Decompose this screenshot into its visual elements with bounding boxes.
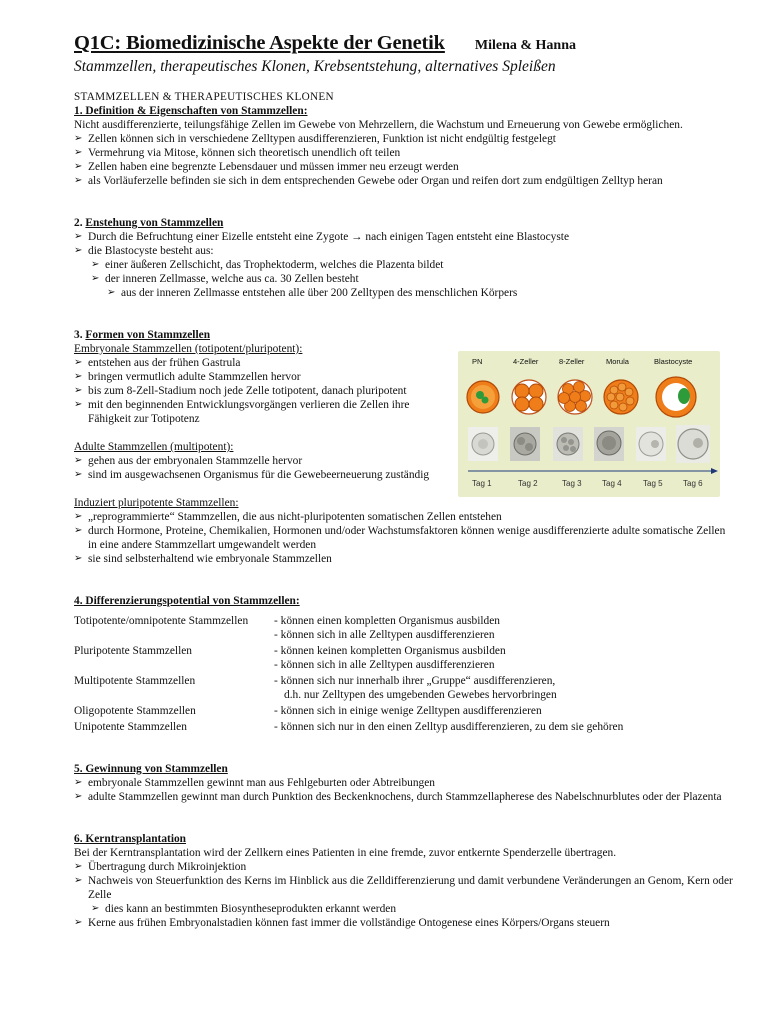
term: Totipotente/omnipotente Stammzellen xyxy=(74,615,249,627)
embryo-illustrations xyxy=(458,371,720,427)
list-item: ➢ Übertragung durch Mikroinjektion xyxy=(74,860,734,874)
figure-label-8-zeller: 8-Zeller xyxy=(559,357,585,366)
section-2-title: Enstehung von Stammzellen xyxy=(85,217,224,229)
section-4-heading: 4. Differenzierungspotential von Stammzellen: xyxy=(74,595,300,607)
list-item: ➢ embryonale Stammzellen gewinnt man aus Fehlgeburten oder Abtreibungen xyxy=(74,776,734,790)
definition: - können sich nur in den einen Zelltyp ausdifferenzieren, zu dem sie gehören xyxy=(274,721,624,733)
micrograph-tag-3 xyxy=(553,427,583,461)
list-item: ➢ sie sind selbsterhaltend wie embryonale Stammzellen xyxy=(74,552,734,566)
adult-title: Adulte Stammzellen (multipotent): xyxy=(74,441,234,453)
table-row xyxy=(74,704,734,718)
figure-label-4-zeller: 4-Zeller xyxy=(513,357,539,366)
list-item: ➢ dies kann an bestimmten Biosyntheseprodukten erkannt werden xyxy=(91,902,734,916)
day-label: Tag 3 xyxy=(562,479,582,488)
day-label: Tag 5 xyxy=(643,479,663,488)
list-item: ➢ bis zum 8-Zell-Stadium noch jede Zelle totipotent, danach pluripotent xyxy=(74,384,454,398)
list-item: ➢ Zellen können sich in verschiedene Zelltypen ausdifferenzieren, Funktion ist nicht endgültig festgelegt xyxy=(74,132,734,146)
definition: - können einen kompletten Organismus ausbilden xyxy=(274,615,500,627)
definition: - können sich in alle Zelltypen ausdifferenzieren xyxy=(274,659,495,671)
list-item: ➢ bringen vermutlich adulte Stammzellen hervor xyxy=(74,370,454,384)
micrograph-row xyxy=(458,423,720,465)
page-subtitle: Stammzellen, therapeutisches Klonen, Krebsentstehung, alternatives Spleißen xyxy=(74,58,556,75)
section-5-heading: 5. Gewinnung von Stammzellen xyxy=(74,763,228,775)
8-zeller-embryo xyxy=(558,380,592,414)
list-item: ➢ einer äußeren Zellschicht, das Trophektoderm, welches die Plazenta bildet xyxy=(91,258,734,272)
list-item: ➢ aus der inneren Zellmasse entstehen alle über 200 Zelltypen des menschlichen Körpers xyxy=(107,286,734,300)
micrograph-tag-1 xyxy=(468,427,498,461)
embryonal-title: Embryonale Stammzellen (totipotent/pluripotent): xyxy=(74,343,303,355)
list-item: ➢ mit den beginnenden Entwicklungsvorgängen verlieren die Zellen ihre Fähigkeit zur Totipotenz xyxy=(74,398,454,426)
list-item: ➢ „reprogrammierte“ Stammzellen, die aus nicht-pluripotenten somatischen Zellen entstehen xyxy=(74,510,734,524)
day-label: Tag 4 xyxy=(602,479,622,488)
blastocyste-embryo xyxy=(656,377,696,417)
embryo-development-figure xyxy=(458,351,720,497)
term: Pluripotente Stammzellen xyxy=(74,645,192,657)
list-item: ➢ als Vorläuferzelle befinden sie sich in dem entsprechenden Gewebe oder Organ und reifen dort zum endgültigen Zelltyp heran xyxy=(74,174,734,188)
definition: d.h. nur Zelltypen des umgebenden Gewebes hervorbringen xyxy=(284,689,557,701)
section-6-intro: Bei der Kerntransplantation wird der Zellkern eines Patienten in eine fremde, zuvor entkernte Spenderzelle übertragen. xyxy=(74,847,617,859)
term: Unipotente Stammzellen xyxy=(74,721,187,733)
list-item: ➢ entstehen aus der frühen Gastrula xyxy=(74,356,454,370)
pn-embryo xyxy=(467,381,499,413)
micrograph-tag-5 xyxy=(636,427,666,461)
micrograph-tag-6 xyxy=(676,425,710,463)
micrograph-tag-4 xyxy=(594,427,624,461)
4-zeller-embryo xyxy=(512,380,546,414)
figure-label-blastocyste: Blastocyste xyxy=(654,357,693,366)
timeline-arrow xyxy=(468,467,718,475)
list-item: ➢ Zellen haben eine begrenzte Lebensdauer und müssen immer neu erzeugt werden xyxy=(74,160,734,174)
section-caps-heading: STAMMZELLEN & THERAPEUTISCHES KLONEN xyxy=(74,91,334,103)
day-label: Tag 1 xyxy=(472,479,492,488)
authors: Milena & Hanna xyxy=(474,38,576,53)
term: Oligopotente Stammzellen xyxy=(74,705,196,717)
list-item: ➢ durch Hormone, Proteine, Chemikalien, Hormonen und/oder Wachstumsfaktoren können wenige ausdifferenzierte adulte somatische Zellen in eine andere Stammzellart umgewandelt werden xyxy=(74,524,734,552)
definition: - können keinen kompletten Organismus ausbilden xyxy=(274,645,506,657)
section-2-number: 2. xyxy=(74,217,86,229)
list-item: ➢ sind im ausgewachsenen Organismus für die Gewebeerneuerung zuständig xyxy=(74,468,734,482)
figure-label-morula: Morula xyxy=(606,357,629,366)
definition: - können sich in alle Zelltypen ausdifferenzieren xyxy=(274,629,495,641)
definition: - können sich nur innerhalb ihrer „Gruppe“ ausdifferenzieren, xyxy=(274,675,556,687)
section-1-heading: 1. Definition & Eigenschaften von Stammzellen: xyxy=(74,105,308,117)
term: Multipotente Stammzellen xyxy=(74,675,196,687)
differentiation-table xyxy=(74,614,734,734)
definition: - können sich in einige wenige Zelltypen ausdifferenzieren xyxy=(274,705,542,717)
list-item: ➢ gehen aus der embryonalen Stammzelle hervor xyxy=(74,454,734,468)
section-6-heading: 6. Kerntransplantation xyxy=(74,833,187,845)
list-item: ➢ Durch die Befruchtung einer Eizelle entsteht eine Zygote → nach einigen Tagen entsteht eine Blastocyste xyxy=(74,230,734,244)
page-title: Q1C: Biomedizinische Aspekte der Genetik xyxy=(74,32,445,54)
list-item: ➢ Kerne aus frühen Embryonalstadien können fast immer die vollständige Ontogenese eines Körpers/Organs steuern xyxy=(74,916,734,930)
section-1-intro: Nicht ausdifferenzierte, teilungsfähige Zellen im Gewebe von Mehrzellern, die Wachstum und Erneuerung von Gewebe ermöglichen. xyxy=(74,119,683,131)
section-2-heading xyxy=(74,216,734,230)
table-row xyxy=(74,614,734,642)
table-row xyxy=(74,720,734,734)
section-3-number: 3. xyxy=(74,329,86,341)
header xyxy=(74,32,734,54)
day-label: Tag 6 xyxy=(683,479,703,488)
morula-embryo xyxy=(604,380,638,414)
list-item: ➢ Nachweis von Steuerfunktion des Kerns im Hinblick aus die Zelldifferenzierung und damit verbundene Veränderungen an Genom, Kern oder Zelle xyxy=(74,874,734,902)
section-3-title: Formen von Stammzellen xyxy=(85,329,211,341)
table-row xyxy=(74,674,734,702)
list-item: ➢ Vermehrung via Mitose, können sich theoretisch unendlich oft teilen xyxy=(74,146,734,160)
micrograph-tag-2 xyxy=(510,427,540,461)
table-row xyxy=(74,644,734,672)
day-label: Tag 2 xyxy=(518,479,538,488)
induced-title: Induziert pluripotente Stammzellen: xyxy=(74,497,239,509)
list-item: ➢ die Blastocyste besteht aus: xyxy=(74,244,734,258)
list-item: ➢ adulte Stammzellen gewinnt man durch Punktion des Beckenknochens, durch Stammzellapherese des Nabelschnurblutes oder der Plazenta xyxy=(74,790,734,804)
figure-label-pn: PN xyxy=(472,357,483,366)
section-3-heading xyxy=(74,328,734,342)
list-item: ➢ der inneren Zellmasse, welche aus ca. 30 Zellen besteht xyxy=(91,272,734,286)
